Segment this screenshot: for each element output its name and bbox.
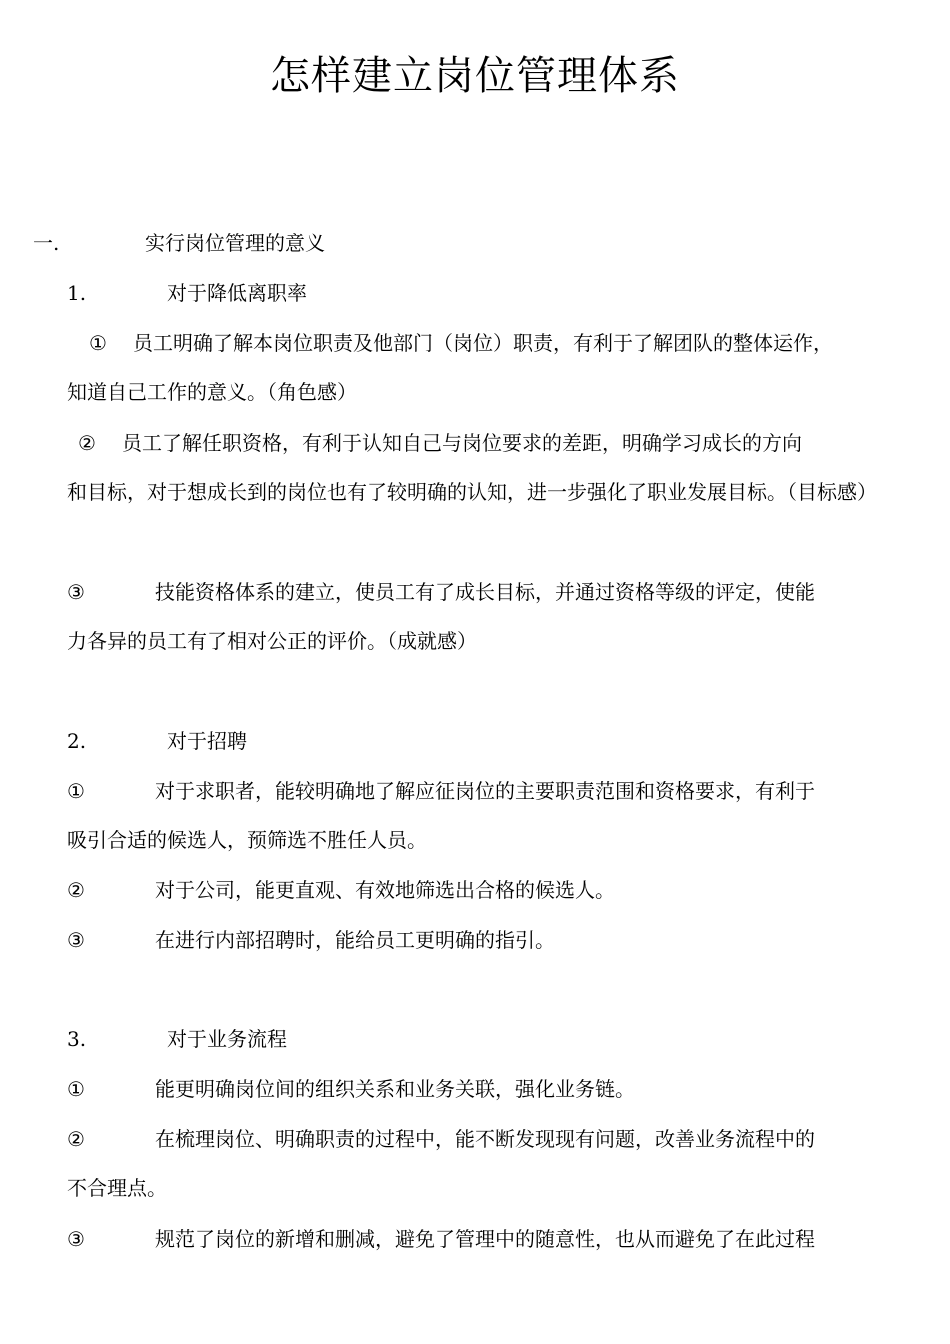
item-marker: ① [67, 779, 85, 803]
item-text-line1: 员工明确了解本岗位职责及他部门（岗位）职责，有利于了解团队的整体运作， [133, 331, 833, 355]
item-text-line1: 员工了解任职资格，有利于认知自己与岗位要求的差距，明确学习成长的方向 [122, 431, 802, 455]
item-text-rest: 力各异的员工有了相对公正的评价。（成就感） [67, 629, 477, 653]
item-marker: ① [67, 1077, 85, 1101]
document-title: 怎样建立岗位管理体系 [270, 53, 680, 99]
section-number: 一. [33, 231, 60, 255]
subsection-heading: 对于招聘 [167, 729, 247, 753]
item-text-line1: 在进行内部招聘时，能给员工更明确的指引。 [155, 928, 555, 952]
item-text-line1: 规范了岗位的新增和删减，避免了管理中的随意性，也从而避免了在此过程 [155, 1227, 815, 1251]
item-text-line1: 在梳理岗位、明确职责的过程中，能不断发现现有问题，改善业务流程中的 [155, 1127, 815, 1151]
item-text-line1: 对于公司，能更直观、有效地筛选出合格的候选人。 [155, 878, 615, 902]
item-text-rest: 知道自己工作的意义。（角色感） [67, 380, 357, 404]
item-text-line1: 技能资格体系的建立，使员工有了成长目标，并通过资格等级的评定，使能 [155, 580, 815, 604]
section-heading: 实行岗位管理的意义 [145, 231, 325, 255]
subsection-heading: 对于降低离职率 [167, 281, 307, 305]
item-text-rest: 和目标，对于想成长到的岗位也有了较明确的认知，进一步强化了职业发展目标。（目标感） [67, 480, 877, 504]
item-marker: ③ [67, 580, 85, 604]
item-text-rest: 吸引合适的候选人，预筛选不胜任人员。 [67, 828, 427, 852]
item-marker: ③ [67, 1227, 85, 1251]
item-text-line1: 能更明确岗位间的组织关系和业务关联，强化业务链。 [155, 1077, 635, 1101]
item-marker: ③ [67, 928, 85, 952]
item-marker: ② [67, 878, 85, 902]
subsection-number: 3. [67, 1027, 87, 1051]
item-marker: ① [89, 331, 107, 355]
item-marker: ② [78, 431, 96, 455]
item-text-line1: 对于求职者，能较明确地了解应征岗位的主要职责范围和资格要求，有利于 [155, 779, 815, 803]
subsection-number: 2. [67, 729, 87, 753]
item-text-rest: 不合理点。 [67, 1176, 167, 1200]
subsection-number: 1. [67, 281, 87, 305]
item-marker: ② [67, 1127, 85, 1151]
subsection-heading: 对于业务流程 [167, 1027, 287, 1051]
